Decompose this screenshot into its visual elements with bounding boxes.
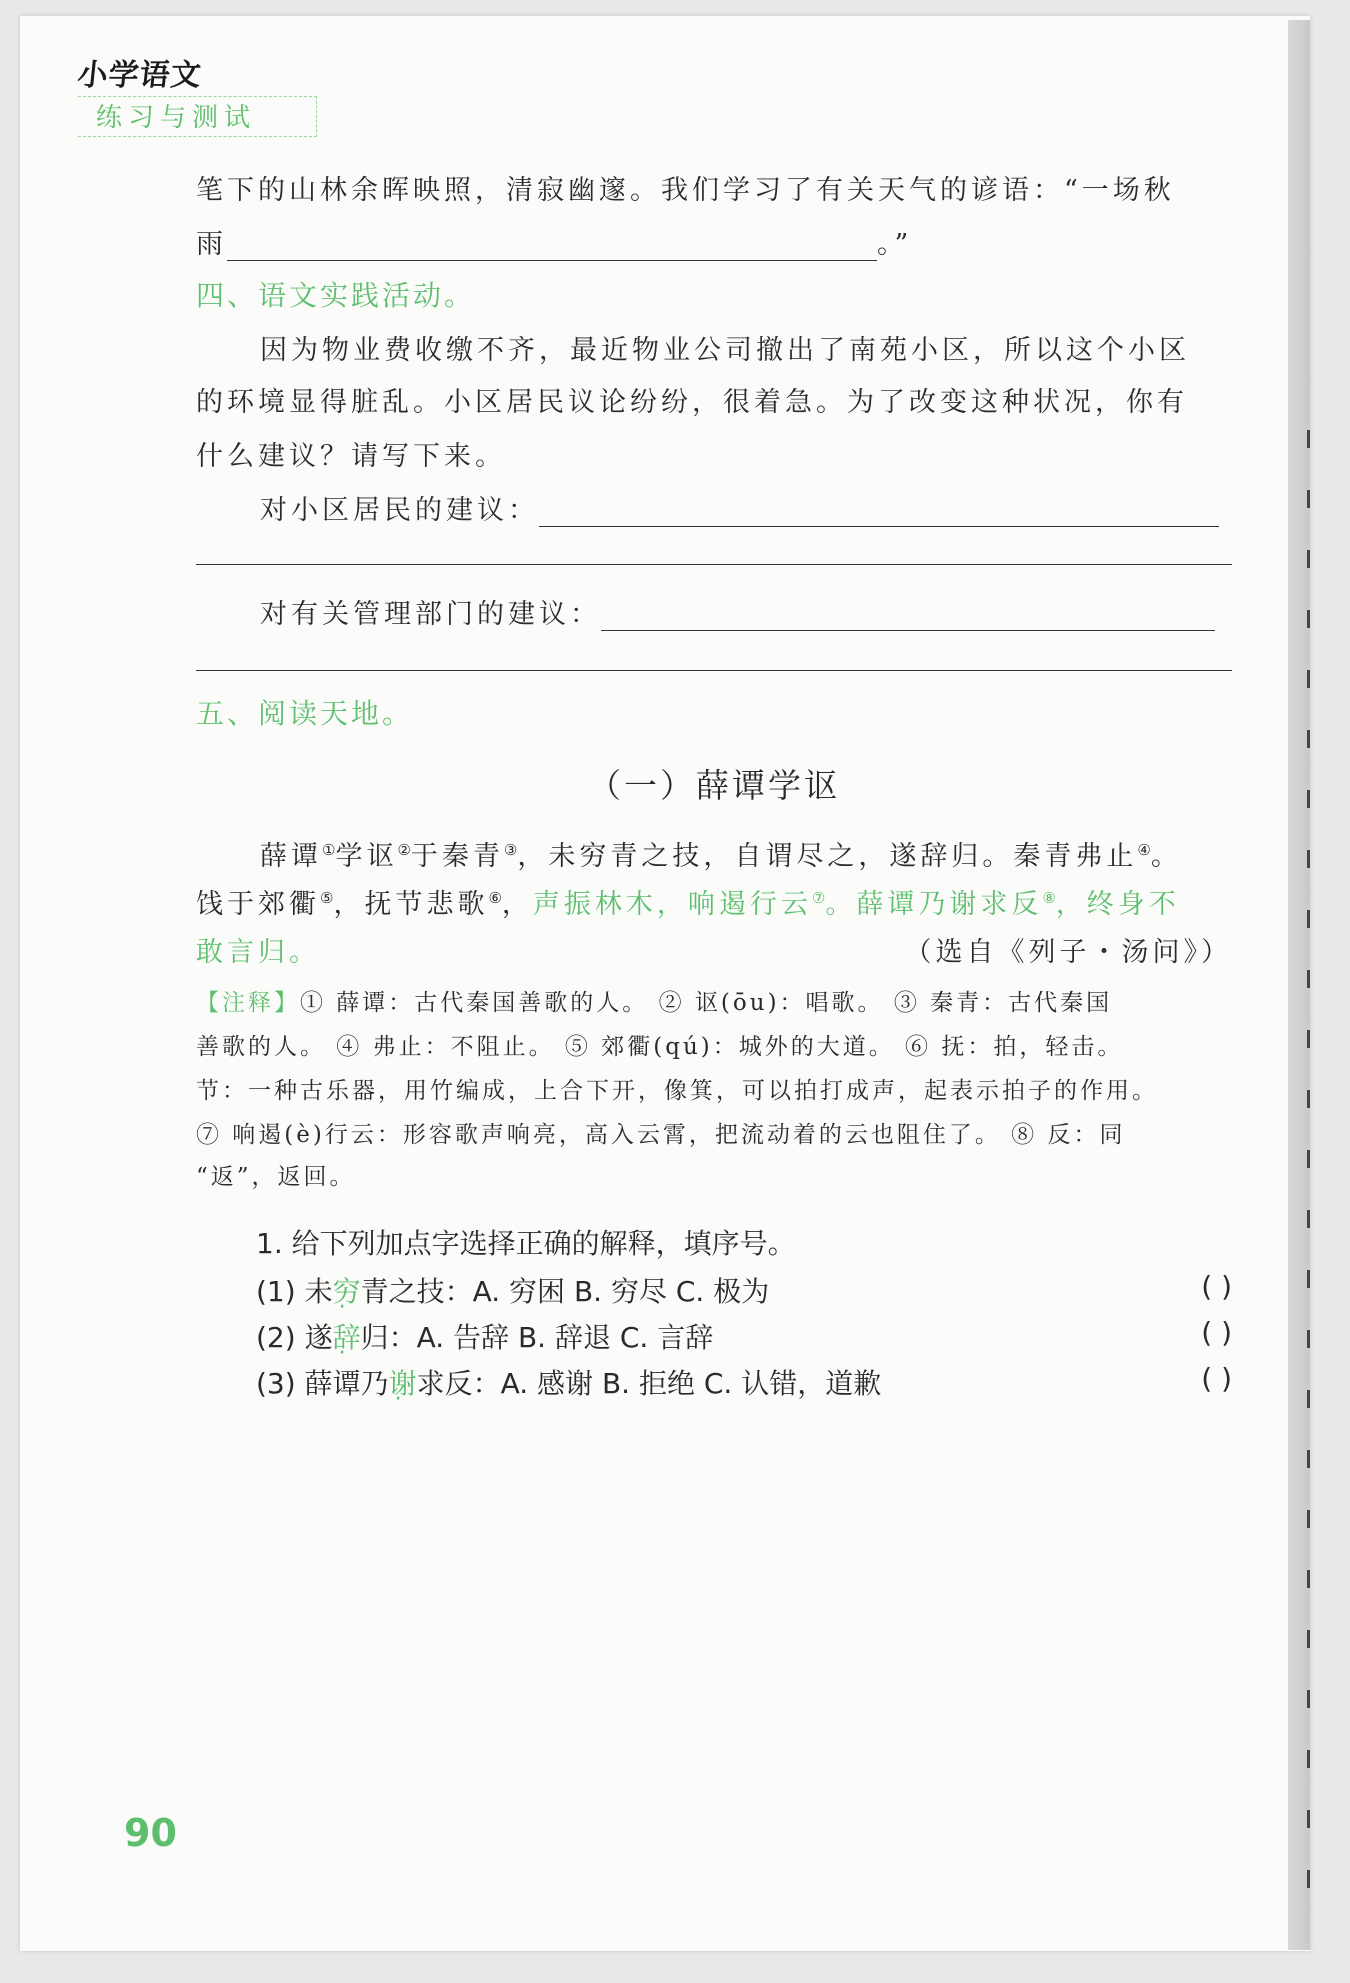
book-subtitle: 练习与测试: [78, 96, 317, 137]
passage-line-2: 饯于郊衢⑤，抚节悲歌⑥，声振林木，响遏行云⑦。薛谭乃谢求反⑧，终身不: [196, 889, 1180, 920]
answer-paren[interactable]: ( ): [1201, 1270, 1232, 1303]
notes-line-5: “返”，返回。: [196, 1164, 356, 1190]
proverb-answer-blank[interactable]: [227, 234, 877, 261]
section-4-para-1: 因为物业费收缴不齐，最近物业公司撤出了南苑小区，所以这个小区: [260, 335, 1190, 366]
page-header: [75, 50, 317, 137]
dotted-char: 谢: [388, 1367, 417, 1400]
answer-paren[interactable]: ( ): [1201, 1316, 1232, 1349]
dotted-char: 穷: [332, 1275, 361, 1308]
suggestion-residents-blank[interactable]: [539, 500, 1219, 527]
proverb-suffix: 。”: [877, 229, 913, 260]
passage-title: （一）薛谭学讴: [588, 766, 840, 805]
suggestion-management-blank[interactable]: [601, 604, 1215, 631]
proverb-line-2: [196, 222, 1232, 261]
section-5-heading: 五、阅读天地。: [196, 697, 414, 730]
margin-tick-marks: [1307, 430, 1313, 1920]
section-4-para-3: 什么建议？请写下来。: [196, 441, 506, 472]
page-number: 90: [124, 1811, 177, 1855]
question-1-item-1: (1) 未穷青之技：A. 穷困 B. 穷尽 C. 极为 ( ): [256, 1270, 1232, 1308]
section-4-heading: 四、语文实践活动。: [196, 279, 476, 312]
passage-end: 敢言归。: [196, 937, 320, 968]
notes-line-1: 【注释】① 薛谭：古代秦国善歌的人。 ② 讴(ōu)：唱歌。 ③ 秦青：古代秦国: [196, 990, 1113, 1016]
proverb-prefix: 雨: [196, 229, 227, 260]
section-4-para-2: 的环境显得脏乱。小区居民议论纷纷，很着急。为了改变这种状况，你有: [196, 387, 1188, 418]
notes-line-3: 节：一种古乐器，用竹编成，上合下开，像箕，可以拍打成声，起表示拍子的作用。: [196, 1078, 1158, 1104]
notes-line-4: ⑦ 响遏(è)行云：形容歌声响亮，高入云霄，把流动着的云也阻住了。 ⑧ 反：同: [196, 1122, 1126, 1148]
passage-line-1: 薛谭①学讴②于秦青③，未穷青之技，自谓尽之，遂辞归。秦青弗止④。: [260, 841, 1182, 872]
suggestion-residents-label: 对小区居民的建议：: [260, 495, 539, 526]
answer-paren[interactable]: ( ): [1201, 1362, 1232, 1395]
answer-line[interactable]: [196, 670, 1232, 671]
question-1-stem: 1. 给下列加点字选择正确的解释，填序号。: [256, 1227, 796, 1260]
suggestion-residents: [196, 488, 1296, 527]
workbook-page: [20, 16, 1310, 1951]
notes-label: 【注释】: [196, 990, 300, 1016]
answer-line[interactable]: [196, 564, 1232, 565]
dotted-char: 辞: [332, 1321, 361, 1354]
suggestion-management: [196, 592, 1296, 631]
notes-line-2: 善歌的人。 ④ 弗止：不阻止。 ⑤ 郊衢(qú)：城外的大道。 ⑥ 抚：拍，轻击。: [196, 1034, 1124, 1060]
book-title: 小学语文: [75, 58, 204, 93]
passage-line-3: [196, 930, 1232, 969]
passage-source: （选自《列子・汤问》）: [904, 937, 1232, 968]
question-1-item-3: (3) 薛谭乃谢求反：A. 感谢 B. 拒绝 C. 认错，道歉 ( ): [256, 1362, 1232, 1400]
suggestion-management-label: 对有关管理部门的建议：: [260, 599, 601, 630]
proverb-line-1: 笔下的山林余晖映照，清寂幽邃。我们学习了有关天气的谚语：“一场秋: [196, 175, 1175, 206]
question-1-item-2: (2) 遂辞归：A. 告辞 B. 辞退 C. 言辞 ( ): [256, 1316, 1232, 1354]
